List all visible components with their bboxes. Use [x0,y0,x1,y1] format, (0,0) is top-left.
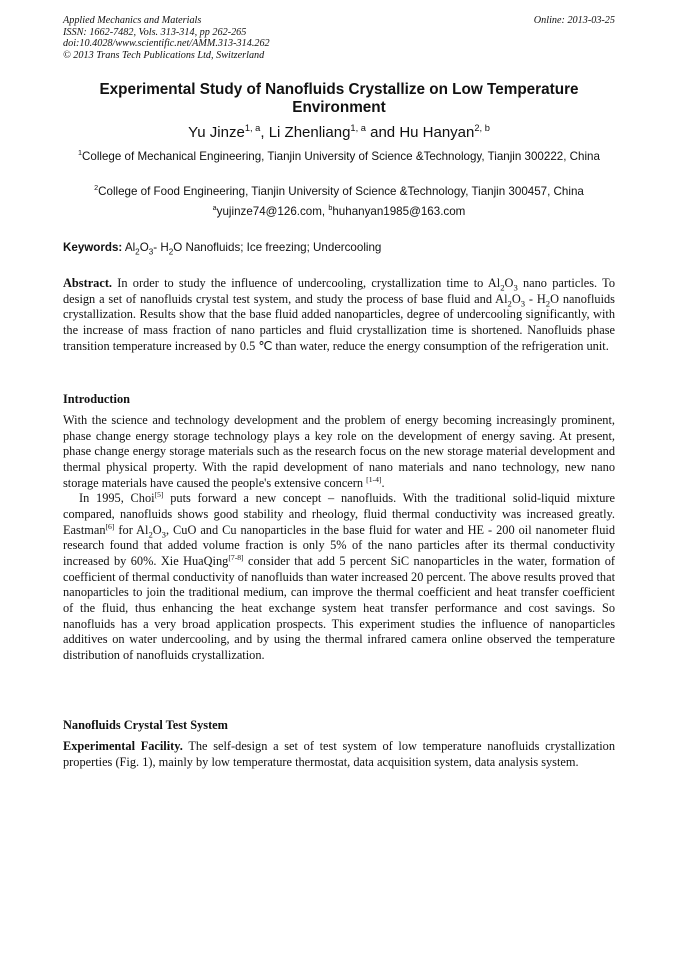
email-mark: b [328,203,333,213]
citation-ref: [7-8] [228,552,244,562]
abstract-text: O [504,276,514,290]
keywords-text: Al [122,241,136,254]
subscript: 2 [135,247,140,257]
author-name: Li Zhenliang [268,124,351,141]
facility-label: Experimental Facility. [63,739,183,753]
experimental-facility-paragraph [63,739,615,770]
introduction-paragraph-1 [63,413,615,491]
subscript: 3 [161,529,166,540]
introduction-paragraph-2 [63,491,615,663]
keywords-text: O Nanofluids; Ice freezing; Undercooling [173,241,382,254]
author-mark: 1, a [244,123,261,133]
author-name: Yu Jinze [188,124,245,141]
paragraph-text: O [152,522,162,537]
email-separator: , [321,205,329,218]
citation-ref: [6] [105,521,115,531]
email-mark: a [212,203,217,213]
paper-title: Experimental Study of Nanofluids Crystallize on Low Temperature Environment [99,81,579,116]
header-meta [63,15,615,61]
keywords-label: Keywords: [63,241,123,254]
keywords [63,240,615,256]
paragraph-text: , CuO and Cu nanoparticles in the base fluid for water and HE - 200 oil nanometer fluid research found that added volume fraction is only 5% of the nano particles after its thermal conductivity increased by 60%. Xie HuaQing [63,522,615,568]
abstract-text: - H [525,291,546,306]
keywords-text: O [139,241,149,254]
abstract-text: O nanofluids crystallization. Results show that the base fluid added nanoparticles, degree of undercooling significantly, with the increase of mass fraction of nano particles and fluid crystallization time is shortened. Nanofluids phase transition temperature increased by 0.5 ℃ than water, reduce the energy consumption of the refrigeration unit. [63,291,615,353]
citation-ref: [1-4] [366,474,382,484]
paragraph-text: With the science and technology development and the problem of energy becoming increasingly prominent, phase change energy storage technology plays a key role on the development of energy saving. At present, phase change energy storage materials such as the research focus on the new storage material development and thermal physical property. With the rapid development of nano materials and nano technology, new nano storage materials have caused the people's extensive concern [63,413,615,490]
paragraph-text: The self-design a set of test system of low temperature nanofluids crystallization properties (Fig. 1), mainly by low temperature thermostat, data acquisition system, data analysis system. [63,739,615,769]
affiliation-mark: 2 [94,183,99,193]
abstract-label: Abstract. [63,276,113,290]
paragraph-text: In 1995, Choi [79,491,155,506]
subscript: 3 [513,282,518,293]
online-date: Online: 2013-03-25 [533,15,615,26]
subscript: 2 [168,247,174,257]
section-heading-test-system: Nanofluids Crystal Test System [63,718,228,732]
paragraph-text: consider that add 5 percent SiC nanoparticles in the water, formation of coefficient of thermal conductivity of nanofluids than water increased 20 percent. The above results proved that nanoparticles to join the traditional medium, can improve the thermal coefficient and heat transfer coefficient of the fluid, thus enhancing the heat exchange system heat transfer performance and cost savings. So nanofluids has a very broad application prospects. This experiment studies the influence of nanoparticles additives on water undercooling, and by using the thermal infrared camera online observed the temperature distribution of nanofluids crystallization. [63,553,615,662]
author-list [63,123,615,142]
introduction-body [63,413,615,664]
journal-name: Applied Mechanics and Materials [63,15,202,26]
abstract-text: nano particles. To design a set of nanofluids crystal test system, and study the process of base fluid and Al [63,276,615,306]
citation-ref: [5] [154,490,164,500]
affiliation-text: College of Mechanical Engineering, Tianjin University of Science &Technology, Tianjin 300222, China [82,150,600,163]
issn-line: ISSN: 1662-7482, Vols. 313-314, pp 262-265 [63,26,247,38]
abstract-text: In order to study the influence of undercooling, crystallization time to Al [112,276,501,290]
subscript: 2 [148,529,153,540]
affiliation-2 [63,184,615,201]
email-line [63,204,615,221]
author-mark: 1, a [350,123,366,133]
subscript: 2 [545,298,551,309]
subscript: 3 [148,247,154,257]
subscript: 2 [500,282,505,293]
subscript: 3 [520,298,526,309]
author-name: Hu Hanyan [399,124,475,141]
subscript: 2 [507,298,512,309]
paragraph-text: puts forward a new concept – nanofluids. With the traditional solid-liquid mixture compared, nanofluids shows good stability and rheology, fluid thermal conductivity was increased greatly. Eastman [63,491,616,537]
copyright-line: © 2013 Trans Tech Publications Ltd, Switzerland [63,49,265,61]
paragraph-text: . [381,475,385,490]
email-address: huhanyan1985@163.com [332,205,466,218]
keywords-text: - H [153,241,169,254]
paragraph-text: for Al [114,522,149,537]
affiliation-text: College of Food Engineering, Tianjin University of Science &Technology, Tianjin 300457, China [98,185,584,198]
section-heading-introduction: Introduction [63,392,130,406]
author-mark: 2, b [474,123,490,133]
doi-line: doi:10.4028/www.scientific.net/AMM.313-314.262 [63,38,270,50]
affiliation-mark: 1 [78,148,83,158]
abstract-paragraph [63,276,615,354]
author-separator: , [260,124,269,141]
author-separator: and [365,124,400,141]
abstract-text: O [511,291,521,306]
affiliation-1 [63,149,615,166]
email-address: yujinze74@126.com [216,205,322,218]
